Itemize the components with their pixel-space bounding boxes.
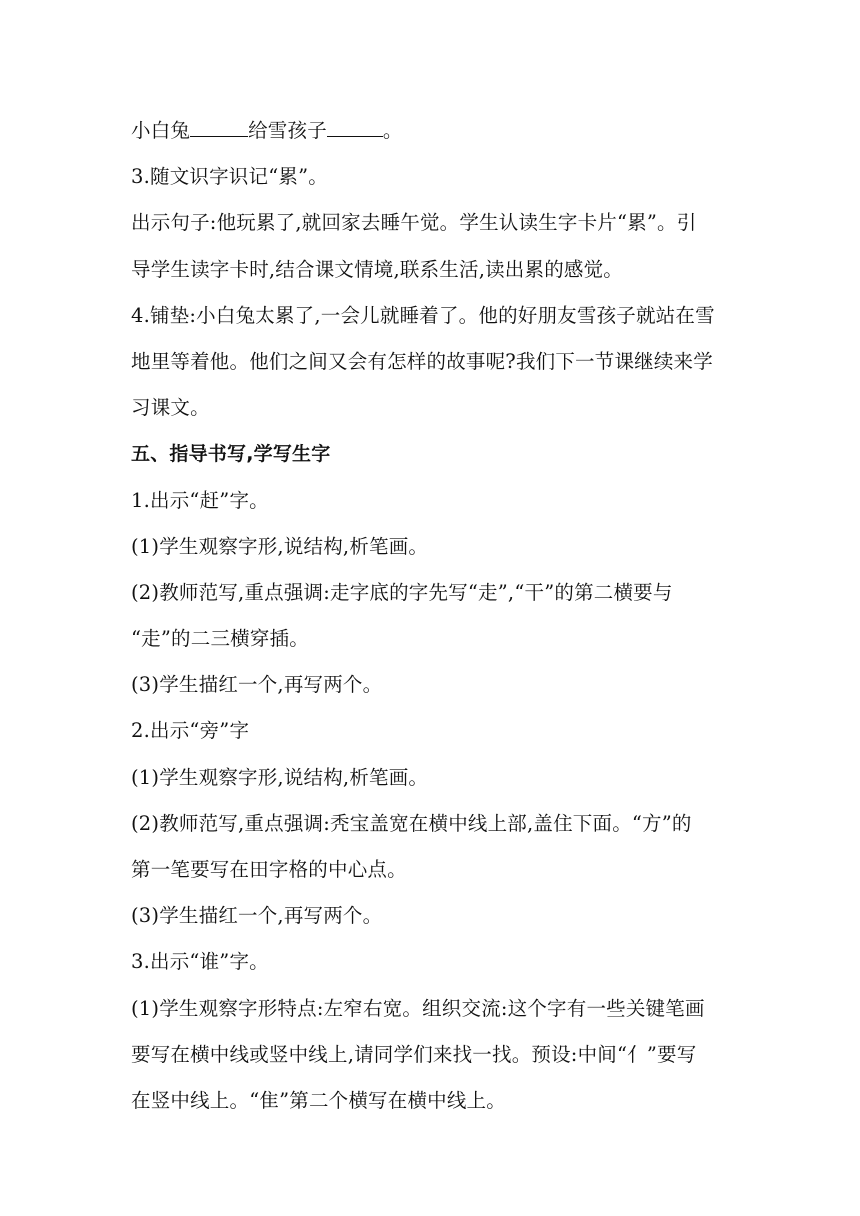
fill-blank-text-part-2: 给雪孩子 [248, 119, 327, 142]
sub-item: (1)学生观察字形,说结构,析笔画。 [131, 765, 429, 789]
sub-item-continued: 要写在横中线或竖中线上,请同学们来找一找。预设:中间“亻”要写 [131, 1042, 697, 1066]
sub-item: (3)学生描红一个,再写两个。 [131, 673, 383, 697]
sub-item: (3)学生描红一个,再写两个。 [131, 904, 383, 928]
item-1-title: 1.出示“赶”字。 [131, 488, 269, 512]
answer-blank-2 [327, 118, 383, 137]
item-2-title: 2.出示“旁”字 [131, 719, 250, 743]
paragraph-line: 地里等着他。他们之间又会有怎样的故事呢?我们下一节课继续来学 [131, 349, 713, 373]
step-3-title: 3.随文识字识记“累”。 [131, 165, 328, 189]
sub-item: (1)学生观察字形特点:左窄右宽。组织交流:这个字有一些关键笔画 [131, 996, 705, 1020]
fill-blank-text-part-1: 小白兔 [131, 119, 191, 142]
sub-item-continued: “走”的二三横穿插。 [131, 627, 309, 651]
sub-item-continued: 在竖中线上。“隹”第二个横写在横中线上。 [131, 1088, 506, 1112]
paragraph-line: 出示句子:他玩累了,就回家去睡午觉。学生认读生字卡片“累”。引 [131, 211, 697, 235]
sub-item: (1)学生观察字形,说结构,析笔画。 [131, 534, 429, 558]
sub-item: (2)教师范写,重点强调:秃宝盖宽在横中线上部,盖住下面。“方”的 [131, 811, 692, 835]
section-heading: 五、指导书写,学写生字 [131, 443, 331, 466]
answer-blank-1 [190, 118, 248, 137]
fill-blank-text-part-3: 。 [382, 119, 403, 142]
item-3-title: 3.出示“谁”字。 [131, 950, 269, 974]
paragraph-line: 导学生读字卡时,结合课文情境,联系生活,读出累的感觉。 [131, 257, 623, 281]
lesson-text [131, 108, 731, 1124]
step-4-line: 4.铺垫:小白兔太累了,一会儿就睡着了。他的好朋友雪孩子就站在雪 [131, 303, 715, 327]
fill-blank-sentence [131, 108, 731, 154]
sub-item: (2)教师范写,重点强调:走字底的字先写“走”,“干”的第二横要与 [131, 580, 673, 604]
sub-item-continued: 第一笔要写在田字格的中心点。 [131, 858, 407, 881]
paragraph-line: 习课文。 [131, 396, 210, 420]
